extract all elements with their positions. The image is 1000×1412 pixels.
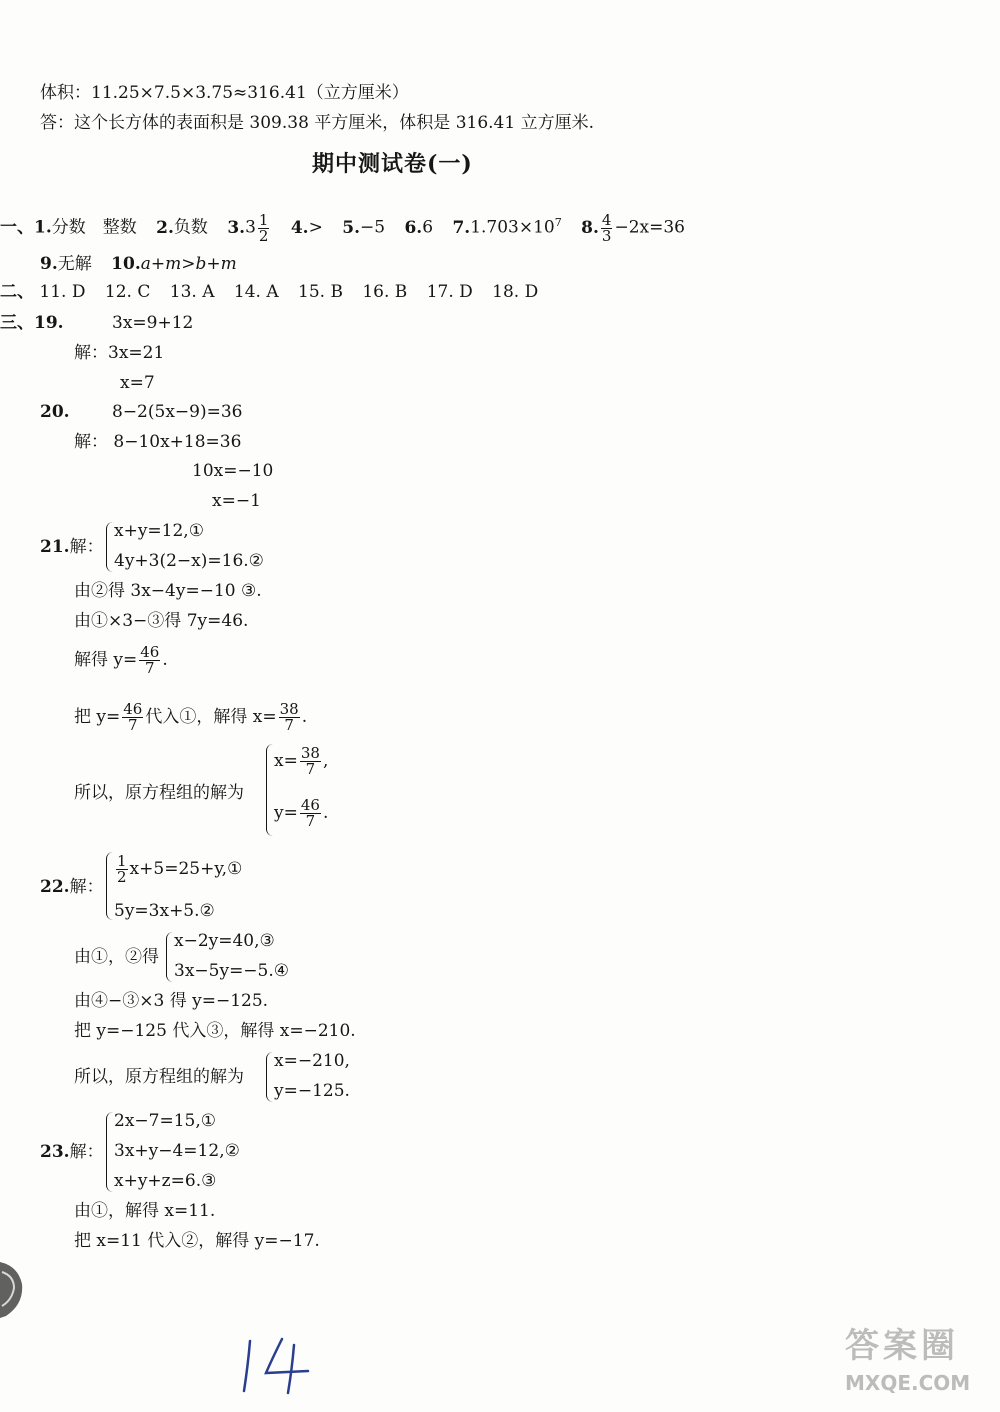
part2-label: 二、 [0,282,34,302]
fraction-4-3: $\frac{4}{3}$ [601,210,612,245]
fraction-46-7: $\frac{46}{7}$ [140,643,160,677]
answer-item: 11. D [39,282,86,302]
q23-system: 2x−7=15,① 3x+y−4=12,② x+y+z=6.③ [106,1108,306,1196]
watermark-logo: 答案圈 MXQE.COM [845,1326,971,1395]
handwritten-14-icon [238,1335,318,1395]
q22-solution: x=−210, y=−125. [266,1048,386,1106]
q21-step2: 由①×3−③得 7y=46. [74,611,249,631]
brace [266,744,273,836]
q21-step5: 所以，原方程组的解为 [74,783,244,803]
q19-line2: 解：3x=21 [74,343,165,363]
fraction-1-2: $\frac{1}{2}$ [258,210,269,245]
q20-line3: 10x=−10 [192,461,274,481]
q21-step4: 把 y= $\frac{46}{7}$ 代入①，解得 x= $\frac{38}{7}$ . [74,700,308,734]
q20-line1: 8−2(5x−9)=36 [112,402,243,422]
fraction-46-7: $\frac{46}{7}$ [123,700,143,734]
q21-label: 21.解： [40,537,104,557]
answer-item: 15. B [298,282,343,302]
q19-line3: x=7 [120,373,155,393]
q22-step2: 由④−③×3 得 y=−125. [74,991,269,1011]
answer-item: 18. D [492,282,539,302]
page-number [238,1335,318,1395]
corner-stamp-icon [0,1252,26,1322]
q21-step1: 由②得 3x−4y=−10 ③. [74,581,262,601]
brace [106,522,113,572]
q22-step4: 所以，原方程组的解为 [74,1067,244,1087]
q22-step3: 把 y=−125 代入③，解得 x=−210. [74,1021,356,1041]
q23-step2: 把 x=11 代入②，解得 y=−17. [74,1231,320,1251]
brace [106,1112,113,1192]
q23-step1: 由①，解得 x=11. [74,1201,216,1221]
q22-system2: x−2y=40,③ 3x−5y=−5.④ [166,928,336,986]
answer-item: 12. C [104,282,151,302]
q21-step3: 解得 y= $\frac{46}{7}$ . [74,643,168,677]
q20-line2: 解： 8−10x+18=36 [74,432,242,452]
answer-item: 16. B [362,282,408,302]
part1-line1: 一、1.分数 整数 2.负数 3.3 $\frac{1}{2}$ 4.> 5.−5 6.6 $7.1.703\times 10^7$ 8. $\frac{4}{3}$ −2x=36 [0,210,685,245]
brace [106,852,113,920]
part1-line2: 9.无解 10.a+m>b+m [40,254,237,274]
q22-system: $\frac{1}{2}$ x+5=25+y,① 5y=3x+5.② [106,848,306,924]
q21-solution: x= $\frac{38}{7}$ , y= $\frac{46}{7}$ . [266,740,376,840]
q21-system: x+y=12,① 4y+3(2−x)=16.② [106,518,346,576]
q20-line4: x=−1 [212,491,261,511]
brace [266,1052,273,1102]
part2-line [0,281,538,303]
volume-line: 体积：11.25×7.5×3.75≈316.41（立方厘米） [40,83,409,103]
answer-line: 答：这个长方体的表面积是 309.38 平方厘米，体积是 316.41 立方厘米. [40,113,594,133]
q19-line1: 3x=9+12 [112,313,194,333]
answer-item: 17. D [426,282,473,302]
q22-label: 22.解： [40,877,104,897]
section-title: 期中测试卷(一) [312,151,473,177]
answer-item: 13. A [169,282,215,302]
q22-step1: 由①，②得 [74,947,159,967]
part1-label: 一、 [0,217,34,238]
fraction-38-7: $\frac{38}{7}$ [279,700,299,734]
answer-item: 14. A [233,282,279,302]
q23-label: 23.解： [40,1142,104,1162]
brace [166,932,173,982]
part3-q19-label: 三、19. [0,313,64,333]
q20-label: 20. [40,402,70,422]
